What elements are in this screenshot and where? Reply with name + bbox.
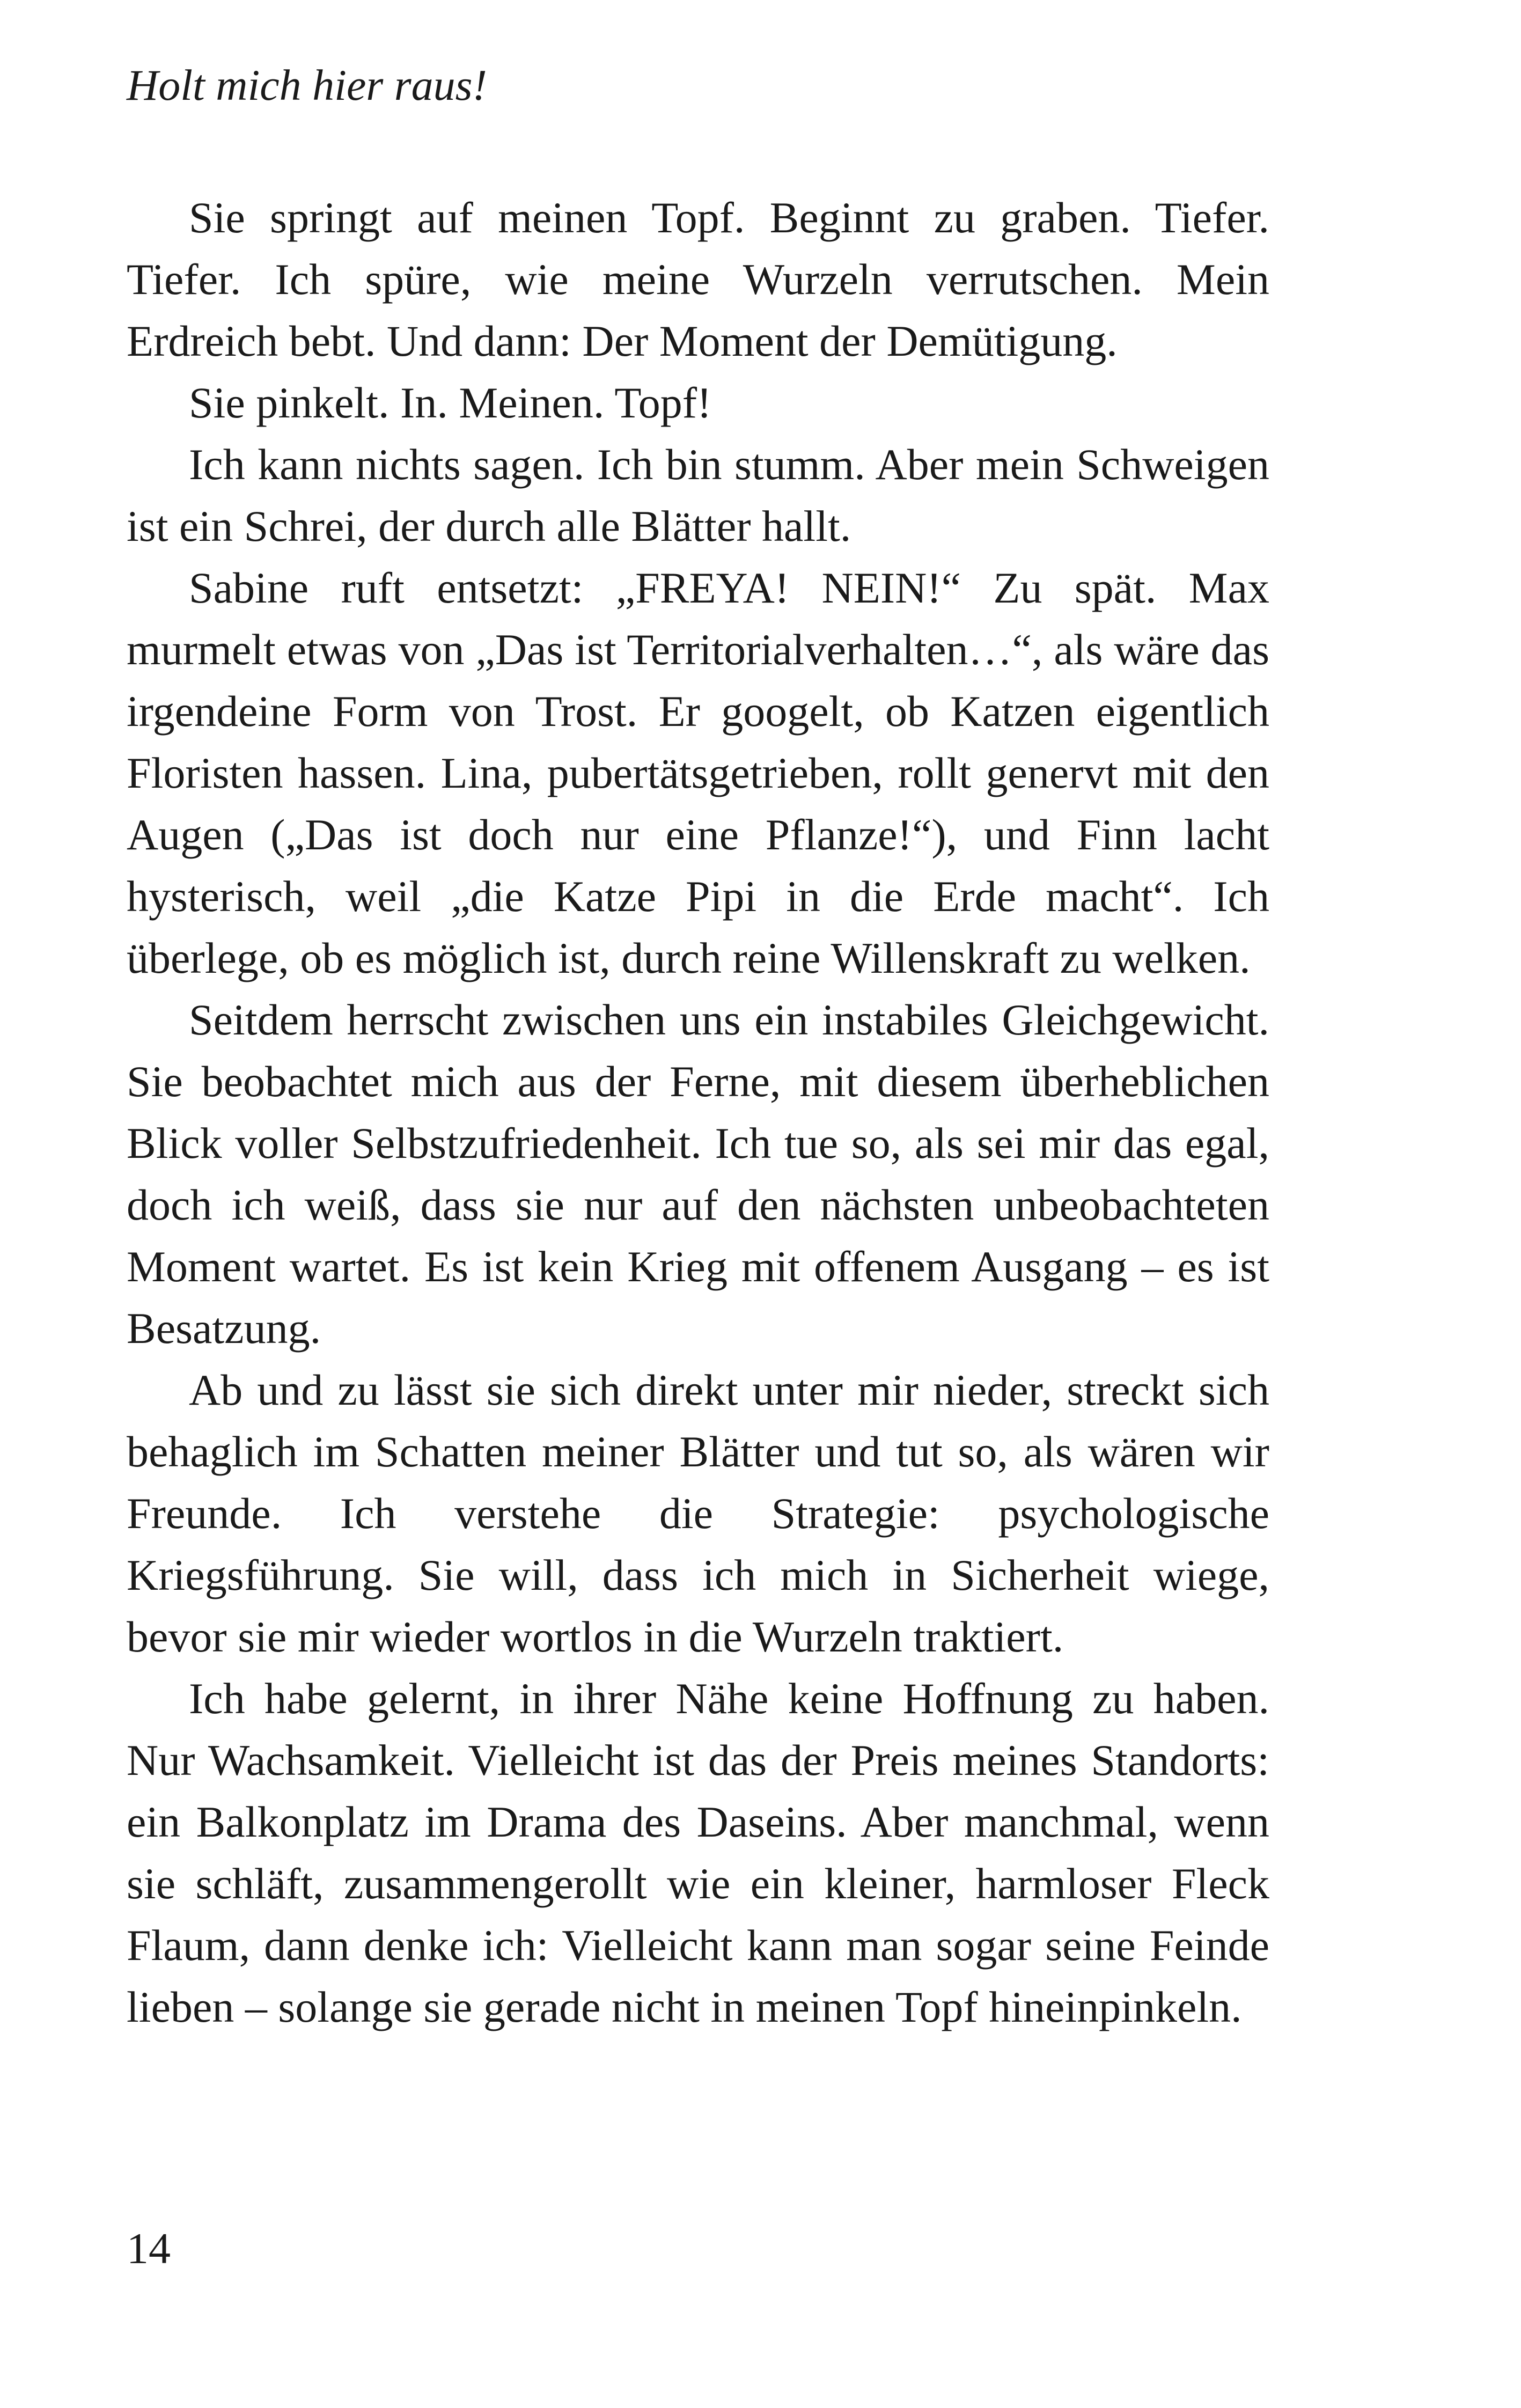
running-head: Holt mich hier raus!	[127, 61, 487, 109]
body-text	[127, 187, 1269, 2038]
paragraph: Sie pinkelt. In. Meinen. Topf!	[189, 378, 712, 427]
paragraph: Ich habe gelernt, in ihrer Nähe keine Hoffnung zu haben. Nur Wachsamkeit. Vielleicht ist das der Preis meines Standorts: ein Balkonplatz im Drama des Daseins. Aber manchmal, wenn sie schläft, zusammengerollt wie ein kleiner, harmloser Fleck Flaum, dann denke ich: Vielleicht kann man sogar seine Feinde lieben – solange sie gerade nicht in meinen Topf hineinpinkeln.	[127, 1674, 1269, 2031]
paragraph: Sie springt auf meinen Topf. Beginnt zu graben. Tiefer. Tiefer. Ich spüre, wie meine Wurzeln verrutschen. Mein Erdreich bebt. Und dann: Der Moment der Demütigung.	[127, 193, 1269, 365]
paragraph: Ab und zu lässt sie sich direkt unter mir nieder, streckt sich behaglich im Schatten meiner Blätter und tut so, als wären wir Freunde. Ich verstehe die Strategie: psychologische Kriegsführung. Sie will, dass ich mich in Sicherheit wiege, bevor sie mir wieder wortlos in die Wurzeln traktiert.	[127, 1365, 1269, 1661]
paragraph: Seitdem herrscht zwischen uns ein instabiles Gleichgewicht. Sie beobachtet mich aus der Ferne, mit diesem überheblichen Blick voller Selbstzufriedenheit. Ich tue so, als sei mir das egal, doch ich weiß, dass sie nur auf den nächsten unbeobachteten Moment wartet. Es ist kein Krieg mit offenem Ausgang – es ist Besatzung.	[127, 995, 1269, 1353]
paragraph: Sabine ruft entsetzt: „FREYA! NEIN!“ Zu spät. Max murmelt etwas von „Das ist Territorialverhalten…“, als wäre das irgendeine Form von Trost. Er googelt, ob Katzen eigentlich Floristen hassen. Lina, pubertätsgetrieben, rollt genervt mit den Augen („Das ist doch nur eine Pflanze!“), und Finn lacht hysterisch, weil „die Katze Pipi in die Erde macht“. Ich überlege, ob es möglich ist, durch reine Willenskraft zu welken.	[127, 563, 1269, 982]
paragraph: Ich kann nichts sagen. Ich bin stumm. Aber mein Schweigen ist ein Schrei, der durch alle Blätter hallt.	[127, 440, 1269, 550]
page-number: 14	[127, 2224, 171, 2273]
